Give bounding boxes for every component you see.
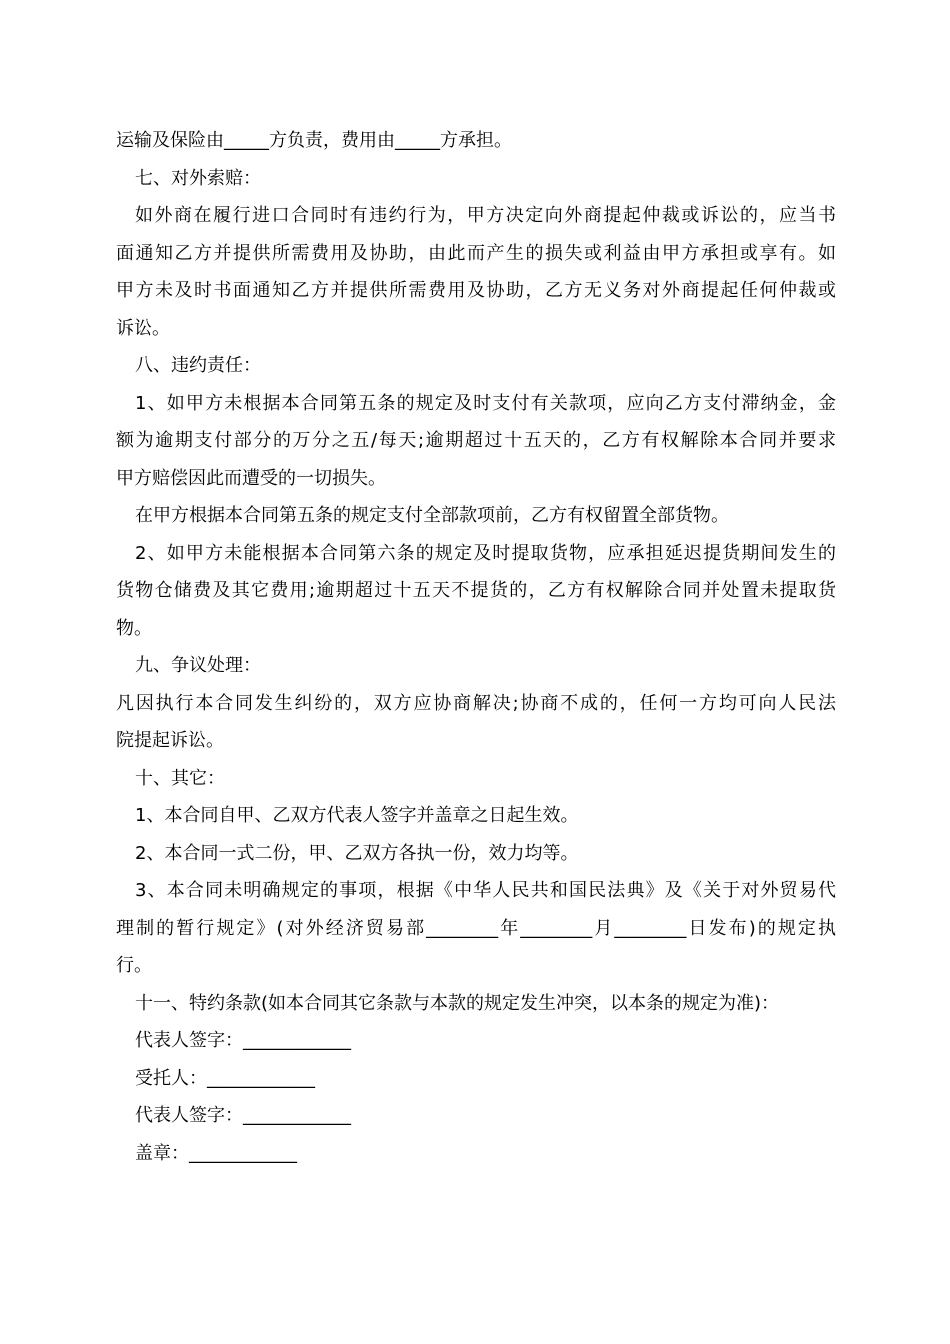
contract-line: 3、本合同未明确规定的事项，根据《中华人民共和国民法典》及《关于对外贸易代 <box>135 880 836 901</box>
contract-line: 2、如甲方未能根据本合同第六条的规定及时提取货物，应承担延迟提货期间发生的 <box>135 542 836 564</box>
contract-line: 十一、特约条款(如本合同其它条款与本款的规定发生冲突，以本条的规定为准)： <box>135 992 780 1014</box>
contract-line: 甲方赔偿因此而遭受的一切损失。 <box>116 467 386 489</box>
contract-line: 物。 <box>116 617 152 639</box>
contract-line: 如外商在履行进口合同时有违约行为，甲方决定向外商提起仲裁或诉讼的，应当书 <box>135 205 836 226</box>
contract-line: 面通知乙方并提供所需费用及协助，由此而产生的损失或利益由甲方承担或享有。如 <box>116 242 836 264</box>
contract-line: 1、如甲方未根据本合同第五条的规定及时支付有关款项，应向乙方支付滞纳金，金 <box>135 392 836 414</box>
contract-line: 九、争议处理： <box>135 655 261 676</box>
contract-line: 1、本合同自甲、乙双方代表人签字并盖章之日起生效。 <box>135 805 579 826</box>
contract-line: 八、违约责任： <box>135 355 261 376</box>
contract-line: 十、其它： <box>135 767 225 789</box>
contract-line: 行。 <box>116 955 152 976</box>
contract-line: 货物仓储费及其它费用;逾期超过十五天不提货的，乙方有权解除合同并处置未提取货 <box>116 580 836 601</box>
contract-line: 受托人：____________ <box>135 1067 315 1089</box>
contract-line: 代表人签字：____________ <box>135 1030 351 1051</box>
contract-line: 理制的暂行规定》(对外经济贸易部________年________月________日发布)的规定执 <box>116 917 836 939</box>
contract-line: 院提起诉讼。 <box>116 730 224 751</box>
contract-line: 运输及保险由_____方负责，费用由_____方承担。 <box>116 130 512 151</box>
contract-line: 额为逾期支付部分的万分之五/每天;逾期超过十五天的，乙方有权解除本合同并要求 <box>116 430 836 451</box>
contract-line: 七、对外索赔： <box>135 167 261 189</box>
contract-line: 甲方未及时书面通知乙方并提供所需费用及协助，乙方无义务对外商提起任何仲裁或 <box>116 280 836 301</box>
contract-body <box>116 122 836 1172</box>
contract-line: 在甲方根据本合同第五条的规定支付全部款项前，乙方有权留置全部货物。 <box>135 505 729 526</box>
contract-line: 诉讼。 <box>116 317 170 339</box>
contract-line: 代表人签字：____________ <box>135 1105 351 1126</box>
contract-line: 2、本合同一式二份，甲、乙双方各执一份，效力均等。 <box>135 842 579 864</box>
contract-line: 盖章：____________ <box>135 1142 297 1164</box>
contract-line: 凡因执行本合同发生纠纷的，双方应协商解决;协商不成的，任何一方均可向人民法 <box>116 692 836 714</box>
